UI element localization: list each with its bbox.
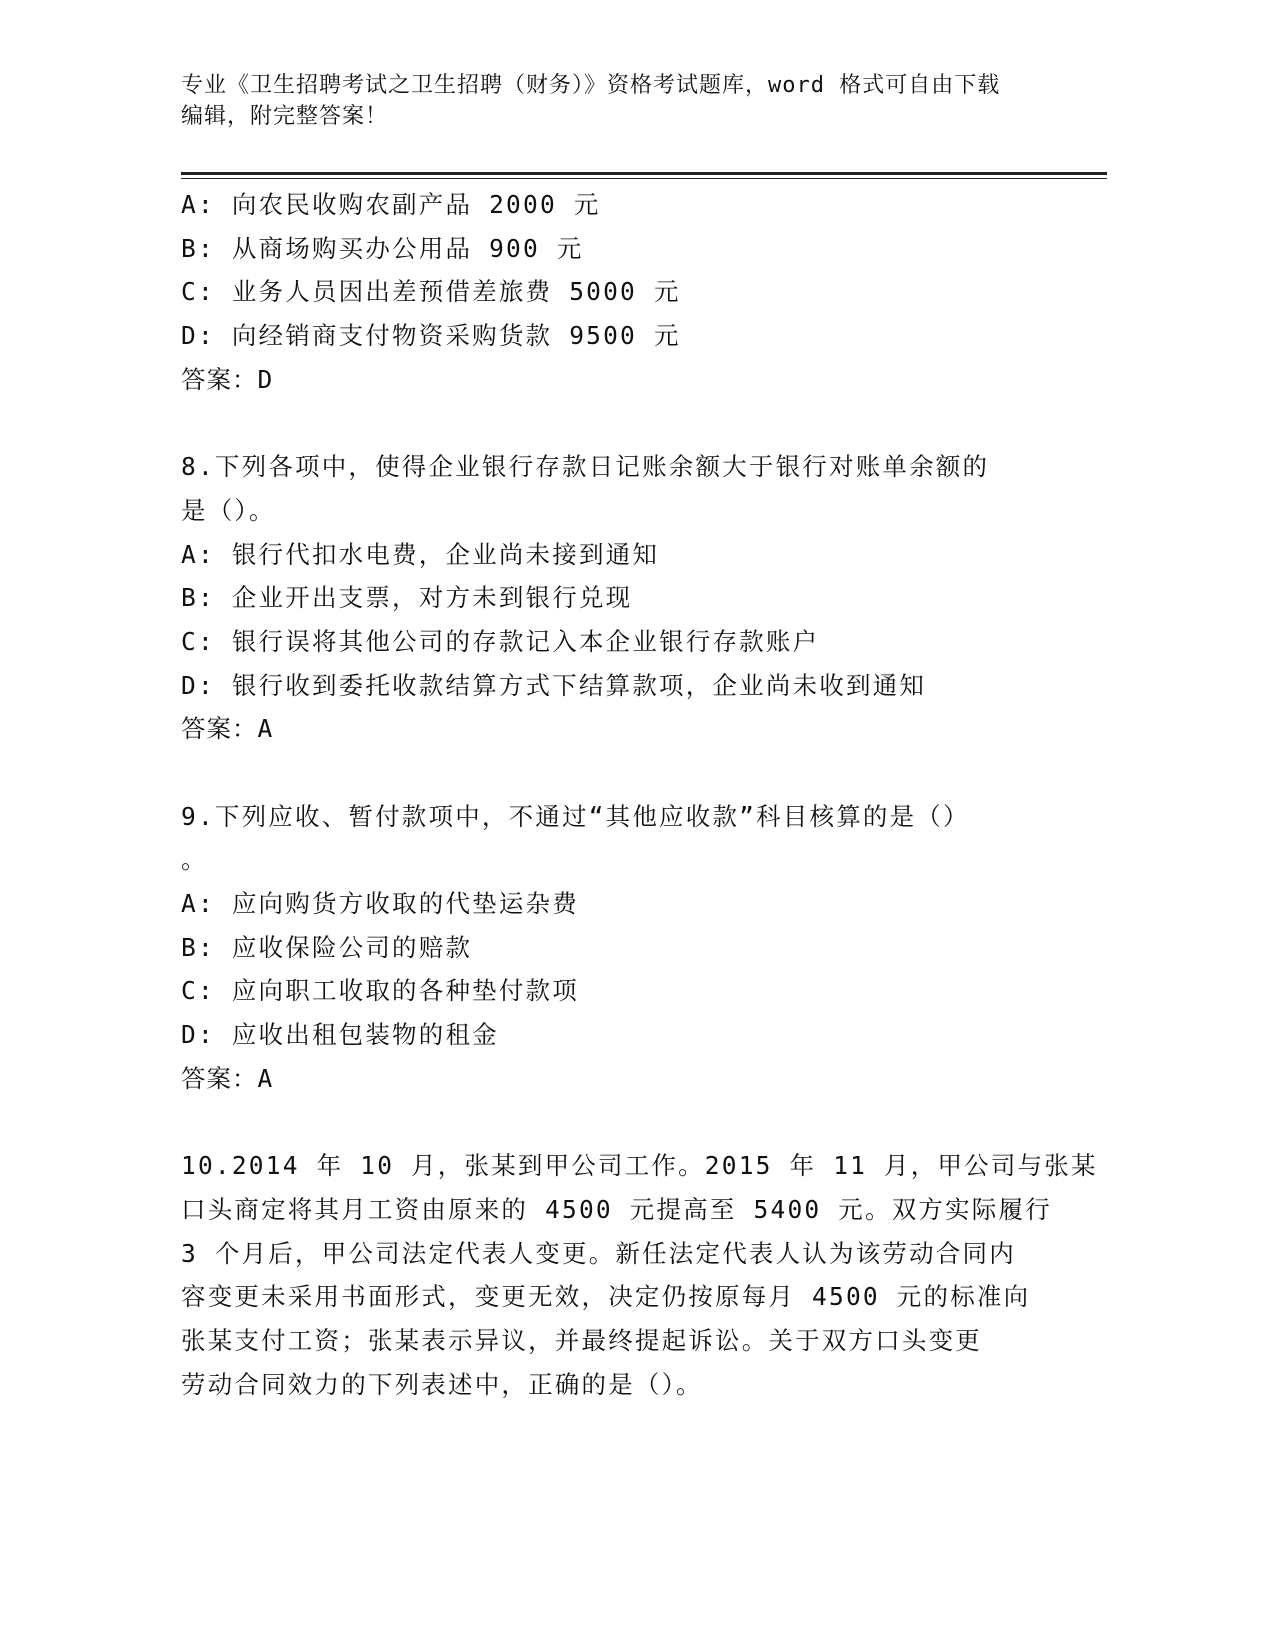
question-8	[181, 445, 1061, 751]
question-9	[181, 795, 1061, 1101]
spacer	[181, 1100, 1061, 1144]
answer: 答案：A	[181, 1063, 274, 1093]
option-a: A: 向农民收购农副产品 2000 元	[181, 190, 601, 219]
question-stem-line: 3 个月后，甲公司法定代表人变更。新任法定代表人认为该劳动合同内	[181, 1238, 1016, 1268]
question-stem-line: 9.下列应收、暂付款项中，不通过“其他应收款”科目核算的是（）	[181, 801, 970, 831]
question-stem-line: 。	[181, 845, 208, 875]
question-stem-line: 张某支付工资；张某表示异议，并最终提起诉讼。关于双方口头变更	[181, 1325, 982, 1355]
question-stem-line: 劳动合同效力的下列表述中，正确的是（）。	[181, 1369, 703, 1399]
answer: 答案：A	[181, 714, 274, 744]
question-10	[181, 1144, 1098, 1406]
question-stem-line: 口头商定将其月工资由原来的 4500 元提高至 5400 元。双方实际履行	[181, 1194, 1052, 1224]
question-content	[181, 183, 1098, 1406]
header-line-1: 专业《卫生招聘考试之卫生招聘（财务）》资格考试题库，word 格式可自由下载	[181, 73, 1001, 98]
question-stem-line: 容变更未采用书面形式，变更无效，决定仍按原每月 4500 元的标准向	[181, 1282, 1031, 1312]
question-stem-line: 8.下列各项中，使得企业银行存款日记账余额大于银行对账单余额的	[181, 452, 990, 482]
option-c: C: 应向职工收取的各种垫付款项	[181, 976, 579, 1006]
option-d: D: 向经销商支付物资采购货款 9500 元	[181, 321, 681, 351]
option-c: C: 银行误将其他公司的存款记入本企业银行存款账户	[181, 626, 820, 656]
option-a: A: 银行代扣水电费，企业尚未接到通知	[181, 539, 660, 569]
spacer	[181, 751, 1061, 795]
spacer	[181, 401, 1061, 445]
option-d: D: 银行收到委托收款结算方式下结算款项，企业尚未收到通知	[181, 670, 927, 700]
option-b: B: 企业开出支票，对方未到银行兑现	[181, 583, 633, 613]
question-stem-line: 是（）。	[181, 495, 276, 525]
option-c: C: 业务人员因出差预借差旅费 5000 元	[181, 277, 681, 307]
option-b: B: 应收保险公司的赔款	[181, 932, 473, 962]
document-header	[181, 70, 1061, 132]
previous-question	[181, 183, 1061, 401]
header-divider-thin	[181, 178, 1107, 179]
header-divider-thick	[181, 172, 1107, 175]
option-d: D: 应收出租包装物的租金	[181, 1020, 499, 1050]
answer: 答案：D	[181, 364, 274, 394]
header-line-2: 编辑，附完整答案！	[181, 104, 389, 129]
question-stem-line: 10.2014 年 10 月，张某到甲公司工作。2015 年 11 月，甲公司与张某	[181, 1151, 1098, 1181]
option-b: B: 从商场购买办公用品 900 元	[181, 233, 584, 263]
option-a: A: 应向购货方收取的代垫运杂费	[181, 889, 579, 918]
